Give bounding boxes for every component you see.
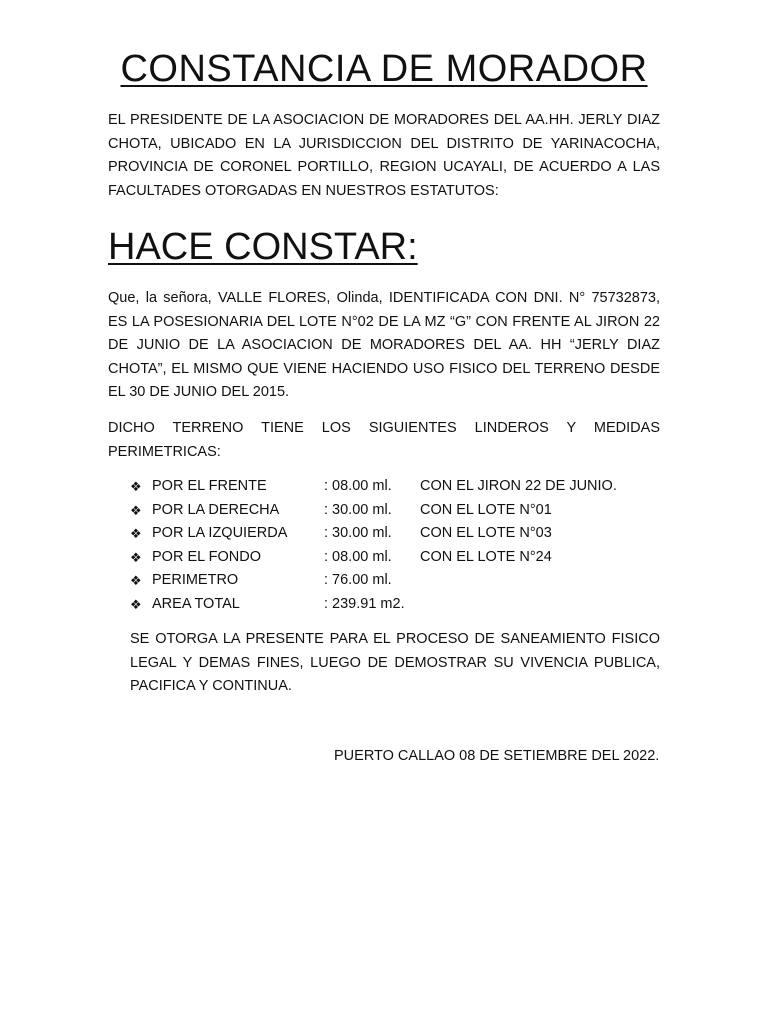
diamond-bullet-icon: ❖ — [130, 549, 142, 565]
boundary-measure: : 30.00 ml. — [324, 525, 392, 542]
boundary-measure: : 08.00 ml. — [324, 548, 392, 565]
document-title: CONSTANCIA DE MORADOR — [120, 48, 648, 90]
boundary-neighbor: CON EL LOTE N°24 — [420, 548, 552, 565]
boundary-label: PERIMETRO — [152, 572, 239, 589]
boundary-label: POR EL FONDO — [152, 548, 262, 565]
boundary-label: POR EL FRENTE — [152, 478, 267, 494]
boundaries-intro-paragraph: DICHO TERRENO TIENE LOS SIGUIENTES LINDEROS Y MEDIDAS PERIMETRICAS: — [108, 420, 660, 460]
boundary-label: AREA TOTAL — [152, 595, 240, 612]
list-item — [130, 593, 690, 617]
diamond-bullet-icon: ❖ — [130, 502, 142, 518]
boundary-label: POR LA DERECHA — [152, 501, 280, 518]
boundary-measure: : 239.91 m2. — [324, 595, 405, 612]
list-item — [130, 475, 690, 499]
boundary-label: POR LA IZQUIERDA — [152, 525, 288, 542]
section-heading: HACE CONSTAR: — [108, 226, 418, 268]
boundaries-list — [130, 475, 690, 617]
boundary-measure: : 76.00 ml. — [324, 572, 392, 589]
boundary-measure: : 08.00 ml. — [324, 478, 392, 494]
list-item — [130, 499, 690, 523]
list-item — [130, 546, 690, 570]
list-item — [130, 569, 690, 593]
certification-paragraph: Que, la señora, VALLE FLORES, Olinda, IDENTIFICADA CON DNI. N° 75732873, ES LA POSESIONARIA DEL LOTE N°02 DE LA MZ “G” CON FRENTE AL JIRON 22 DE JUNIO DE LA ASOCIACION DE MORADORES DEL AA. HH “JERLY DIAZ CHOTA”, EL MISMO QUE VIENE HACIENDO USO FISICO DEL TERRENO DESDE EL 30 DE JUNIO DEL 2015. — [108, 290, 660, 400]
diamond-bullet-icon: ❖ — [130, 479, 142, 494]
diamond-bullet-icon: ❖ — [130, 596, 142, 612]
boundary-measure: : 30.00 ml. — [324, 501, 392, 518]
intro-paragraph: EL PRESIDENTE DE LA ASOCIACION DE MORADORES DEL AA.HH. JERLY DIAZ CHOTA, UBICADO EN LA JURISDICCION DEL DISTRITO DE YARINACOCHA, PROVINCIA DE CORONEL PORTILLO, REGION UCAYALI, DE ACUERDO A LAS FACULTADES OTORGADAS EN NUESTROS ESTATUTOS: — [108, 112, 660, 199]
closing-paragraph: SE OTORGA LA PRESENTE PARA EL PROCESO DE SANEAMIENTO FISICO LEGAL Y DEMAS FINES, LUEGO DE DEMOSTRAR SU VIVENCIA PUBLICA, PACIFICA Y CONTINUA. — [130, 631, 660, 694]
boundary-neighbor: CON EL LOTE N°01 — [420, 501, 552, 518]
list-item — [130, 522, 690, 546]
boundary-neighbor: CON EL JIRON 22 DE JUNIO. — [420, 478, 617, 494]
diamond-bullet-icon: ❖ — [130, 573, 142, 589]
boundary-neighbor: CON EL LOTE N°03 — [420, 525, 552, 542]
place-date-line: PUERTO CALLAO 08 DE SETIEMBRE DEL 2022. — [334, 748, 660, 764]
diamond-bullet-icon: ❖ — [130, 526, 142, 542]
